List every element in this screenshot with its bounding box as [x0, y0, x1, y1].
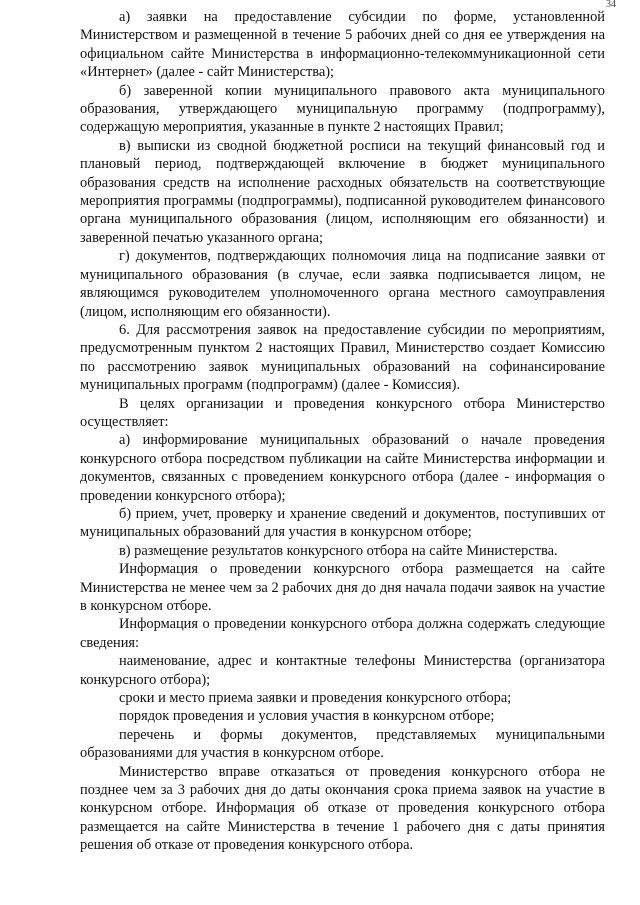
paragraph-g-authority-documents: г) документов, подтверждающих полномочия лица на подписание заявки от муниципального образования (в случае, если заявка подписывается лицом, не являющимся руководителем уполномоченного органа местного самоуправления (лицом, исполняющим его обязанности).	[80, 248, 605, 320]
paragraph-item-name-address: наименование, адрес и контактные телефоны Министерства (организатора конкурсного отбора);	[80, 653, 605, 688]
paragraph-duty-b-receiving: б) прием, учет, проверку и хранение сведений и документов, поступивших от муниципальных образований для участия в конкурсном отборе;	[80, 505, 605, 541]
paragraph-6-commission: 6. Для рассмотрения заявок на предоставление субсидии по мероприятиям, предусмотренным пунктом 2 настоящих Правил, Министерство создает Комиссию по рассмотрению заявок муниципальных образований на софинансирование муниципальных программ (подпрограмм) (далее - Комиссия).	[80, 321, 605, 394]
document-body	[80, 8, 605, 855]
paragraph-ministry-duties: В целях организации и проведения конкурсного отбора Министерство осуществляет:	[80, 395, 605, 430]
paragraph-a-application-form: а) заявки на предоставление субсидии по форме, установленной Министерством и размещенной в течение 5 рабочих дней со дня ее утверждения на официальном сайте Министерства в информационно-телекоммуникационной сети «Интернет» (далее - сайт Министерства);	[80, 9, 605, 81]
paragraph-info-timing: Информация о проведении конкурсного отбора размещается на сайте Министерства не менее чем за 2 рабочих дня до дня начала подачи заявок на участие в конкурсном отборе.	[80, 561, 605, 614]
paragraph-ministry-refusal: Министерство вправе отказаться от проведения конкурсного отбора не позднее чем за 3 рабочих дня до даты окончания срока приема заявок на участие в конкурсном отборе. Информация об отказе от проведения конкурсного отбора размещается на сайте Министерства в течение 1 рабочего дня с даты принятия решения об отказе от проведения конкурсного отбора.	[80, 763, 605, 854]
paragraph-v-budget-extract: в) выписки из сводной бюджетной росписи на текущий финансовый год и плановый период, подтверждающей включение в бюджет муниципального образования средств на исполнение расходных обязательств на соответствующие мероприятия программы (подпрограммы), подписанной руководителем финансового органа муниципального образования (лицом, исполняющим его обязанности) и заверенной печатью указанного органа;	[80, 137, 605, 246]
page-number: 34	[606, 0, 616, 10]
paragraph-item-procedure: порядок проведения и условия участия в конкурсном отборе;	[119, 708, 495, 725]
paragraph-info-contents: Информация о проведении конкурсного отбора должна содержать следующие сведения:	[80, 616, 605, 651]
paragraph-item-document-list: перечень и формы документов, представляемых муниципальными образованиями для участия в конкурсном отборе.	[80, 726, 605, 762]
paragraph-duty-a-informing: а) информирование муниципальных образований о начале проведения конкурсного отбора посредством публикации на сайте Министерства информации и документов, связанных с проведением конкурсного отбора (далее - информация о проведении конкурсного отбора);	[80, 432, 605, 504]
paragraph-b-municipal-act-copy: б) заверенной копии муниципального правового акта муниципального образования, утверждающего муниципальную программу (подпрограмму), содержащую мероприятия, указанные в пункте 2 настоящих Правил;	[80, 82, 605, 136]
paragraph-item-terms-place: сроки и место приема заявки и проведения конкурсного отбора;	[119, 690, 512, 707]
paragraph-duty-v-publishing: в) размещение результатов конкурсного отбора на сайте Министерства.	[119, 542, 558, 559]
